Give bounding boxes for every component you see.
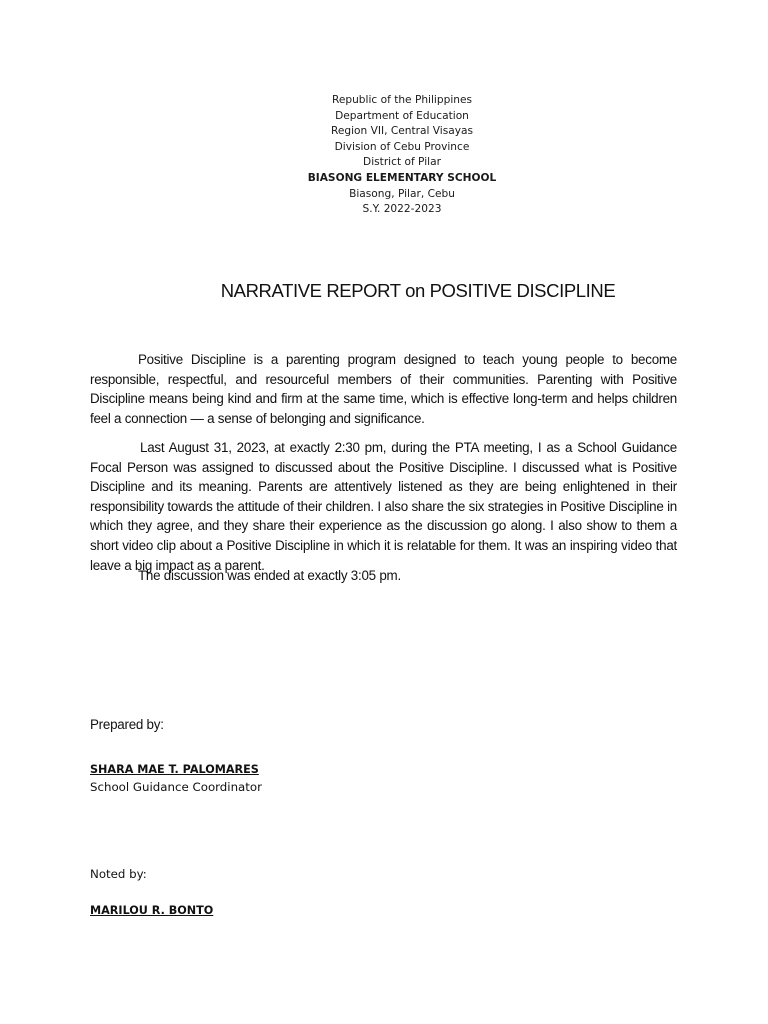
paragraph-meeting: Last August 31, 2023, at exactly 2:30 pm, during the PTA meeting, I as a School Guidance Focal Person was assigned to discussed about the Positive Discipline. I discussed what is Positive Discipline and its meaning. Parents are attentively listened as they are being enlightened in their responsibility towards the attitude of their children. I also share the six strategies in Positive Discipline in which they agree, and they share their experience as the discussion go along. I also show to them a short video clip about a Positive Discipline in which it is relatable for them. It was an inspiring video that leave a big impact as a parent. (90, 440, 677, 573)
paragraph-intro: Positive Discipline is a parenting program designed to teach young people to become responsible, respectful, and resourceful members of their communities. Parenting with Positive Discipline means being kind and firm at the same time, which is effective long-term and helps children feel a connection — a sense of belonging and significance. (90, 352, 677, 426)
preparer-position: School Guidance Coordinator (90, 780, 262, 794)
noter-name: MARILOU R. BONTO (90, 904, 214, 917)
prepared-by-label: Prepared by: (90, 717, 164, 732)
school-name: BIASONG ELEMENTARY SCHOOL (307, 171, 497, 184)
preparer-name: SHARA MAE T. PALOMARES (90, 763, 259, 776)
letterhead-line-country: Republic of the Philippines (331, 94, 473, 106)
letterhead-line-region: Region VII, Central Visayas (330, 125, 474, 138)
school-address: Biasong, Pilar, Cebu (349, 187, 455, 200)
letterhead-line-district: District of Pilar (363, 156, 441, 169)
noted-by-label: Noted by: (90, 867, 147, 881)
report-title: NARRATIVE REPORT on POSITIVE DISCIPLINE (220, 280, 616, 301)
letterhead (0, 93, 768, 218)
letterhead-line-department: Department of Education (335, 109, 469, 122)
paragraph-closing: The discussion was ended at exactly 3:05 pm. (138, 568, 401, 583)
school-year: S.Y. 2022-2023 (362, 203, 442, 216)
letterhead-line-division: Division of Cebu Province (334, 140, 470, 153)
